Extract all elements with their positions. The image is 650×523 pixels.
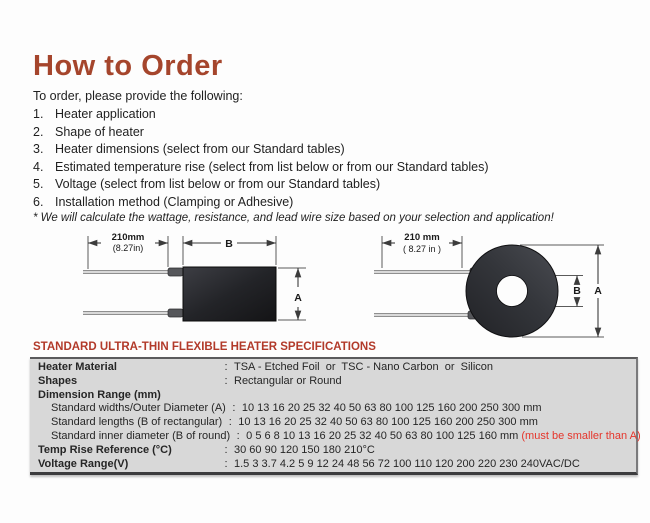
specs-heading: STANDARD ULTRA-THIN FLEXIBLE HEATER SPECIFICATIONS	[33, 341, 376, 353]
order-steps-list	[33, 106, 593, 211]
width-b-label: B	[225, 238, 233, 250]
table-row-standard-lengths	[30, 416, 636, 430]
row-value	[246, 430, 640, 444]
calculation-note: * We will calculate the wattage, resistance, and lead wire size based on your selection and application!	[33, 212, 554, 224]
height-a-label: A	[294, 292, 302, 304]
row-separator: :	[228, 416, 232, 429]
rectangular-heater-body	[183, 267, 276, 321]
table-row-voltage-range	[30, 458, 636, 472]
step-number: 3.	[33, 142, 44, 156]
lead-wires	[83, 268, 183, 317]
order-step	[33, 194, 593, 212]
row-label: Standard inner diameter (B of round)	[51, 429, 231, 442]
outer-diameter-a-label: A	[594, 285, 602, 297]
step-number: 4.	[33, 159, 44, 174]
row-label: Temp Rise Reference (°C)	[38, 443, 172, 456]
row-value-numbers: 0 5 6 8 10 13 16 20 25 32 40 50 63 80 100 125 160 mm	[246, 429, 522, 442]
order-step	[33, 124, 593, 142]
row-value: 10 13 16 20 25 32 40 50 63 80 100 125 160 200 250 300 mm	[241, 402, 542, 415]
row-label: Dimension Range (mm)	[38, 388, 161, 401]
order-step	[33, 176, 593, 194]
row-separator: :	[224, 374, 228, 387]
step-text: Heater application	[55, 107, 156, 121]
table-row-dimension-range	[30, 389, 636, 403]
row-value: Rectangular or Round	[234, 374, 342, 387]
round-heater-diagram	[372, 228, 648, 346]
lead-length-mm-label: 210 mm	[404, 232, 440, 243]
order-step	[33, 106, 593, 124]
row-separator: :	[232, 402, 236, 415]
row-value: 30 60 90 120 150 180 210°C	[234, 443, 375, 456]
step-text: Installation method (Clamping or Adhesive)	[55, 194, 294, 209]
row-label: Shapes	[38, 374, 78, 387]
row-value: 10 13 16 20 25 32 40 50 63 80 100 125 160 200 250 300 mm	[238, 416, 538, 429]
row-separator: :	[224, 457, 228, 470]
step-text: Shape of heater	[55, 124, 144, 139]
lead-length-in-label: (8.27in)	[112, 243, 144, 253]
step-number: 1.	[33, 107, 44, 121]
step-text: Heater dimensions (select from our Standard tables)	[55, 142, 345, 156]
table-row-standard-widths	[30, 402, 636, 416]
row-separator	[218, 389, 234, 403]
round-heater-hole	[497, 276, 528, 307]
order-step	[33, 159, 593, 177]
lead-length-in-label: ( 8.27 in )	[402, 244, 442, 254]
lead-length-mm-label: 210mm	[111, 232, 145, 243]
table-row-heater-material	[30, 361, 636, 375]
table-row-shapes	[30, 375, 636, 389]
row-label: Voltage Range(V)	[38, 457, 129, 470]
row-value	[234, 389, 636, 403]
row-value: TSA - Etched Foil or TSC - Nano Carbon or Silicon	[234, 361, 494, 373]
row-separator: :	[224, 361, 228, 373]
step-number: 5.	[33, 177, 44, 191]
step-text: Voltage (select from list below or from our Standard tables)	[55, 177, 381, 191]
row-separator: :	[236, 429, 240, 442]
step-text: Estimated temperature rise (select from list below or from our Standard tables)	[55, 159, 489, 174]
row-label: Standard lengths (B of rectangular)	[51, 416, 223, 429]
step-number: 2.	[33, 124, 44, 139]
table-row-temp-rise	[30, 444, 636, 458]
row-value-warning: (must be smaller than A)	[521, 429, 641, 442]
row-value: 1.5 3 3.7 4.2 5 9 12 24 48 56 72 100 110 120 200 220 230 240VAC/DC	[234, 457, 580, 470]
intro-text: To order, please provide the following:	[33, 89, 243, 103]
inner-diameter-b-label: B	[573, 285, 581, 297]
specs-table	[30, 357, 641, 475]
row-label: Standard widths/Outer Diameter (A)	[51, 402, 226, 415]
rectangular-heater-diagram	[60, 230, 322, 338]
table-row-inner-diameter	[30, 429, 641, 444]
order-step	[33, 141, 593, 159]
page-title: How to Order	[33, 50, 223, 82]
step-number: 6.	[33, 194, 44, 209]
row-label: Heater Material	[38, 361, 117, 373]
row-separator: :	[224, 443, 228, 456]
